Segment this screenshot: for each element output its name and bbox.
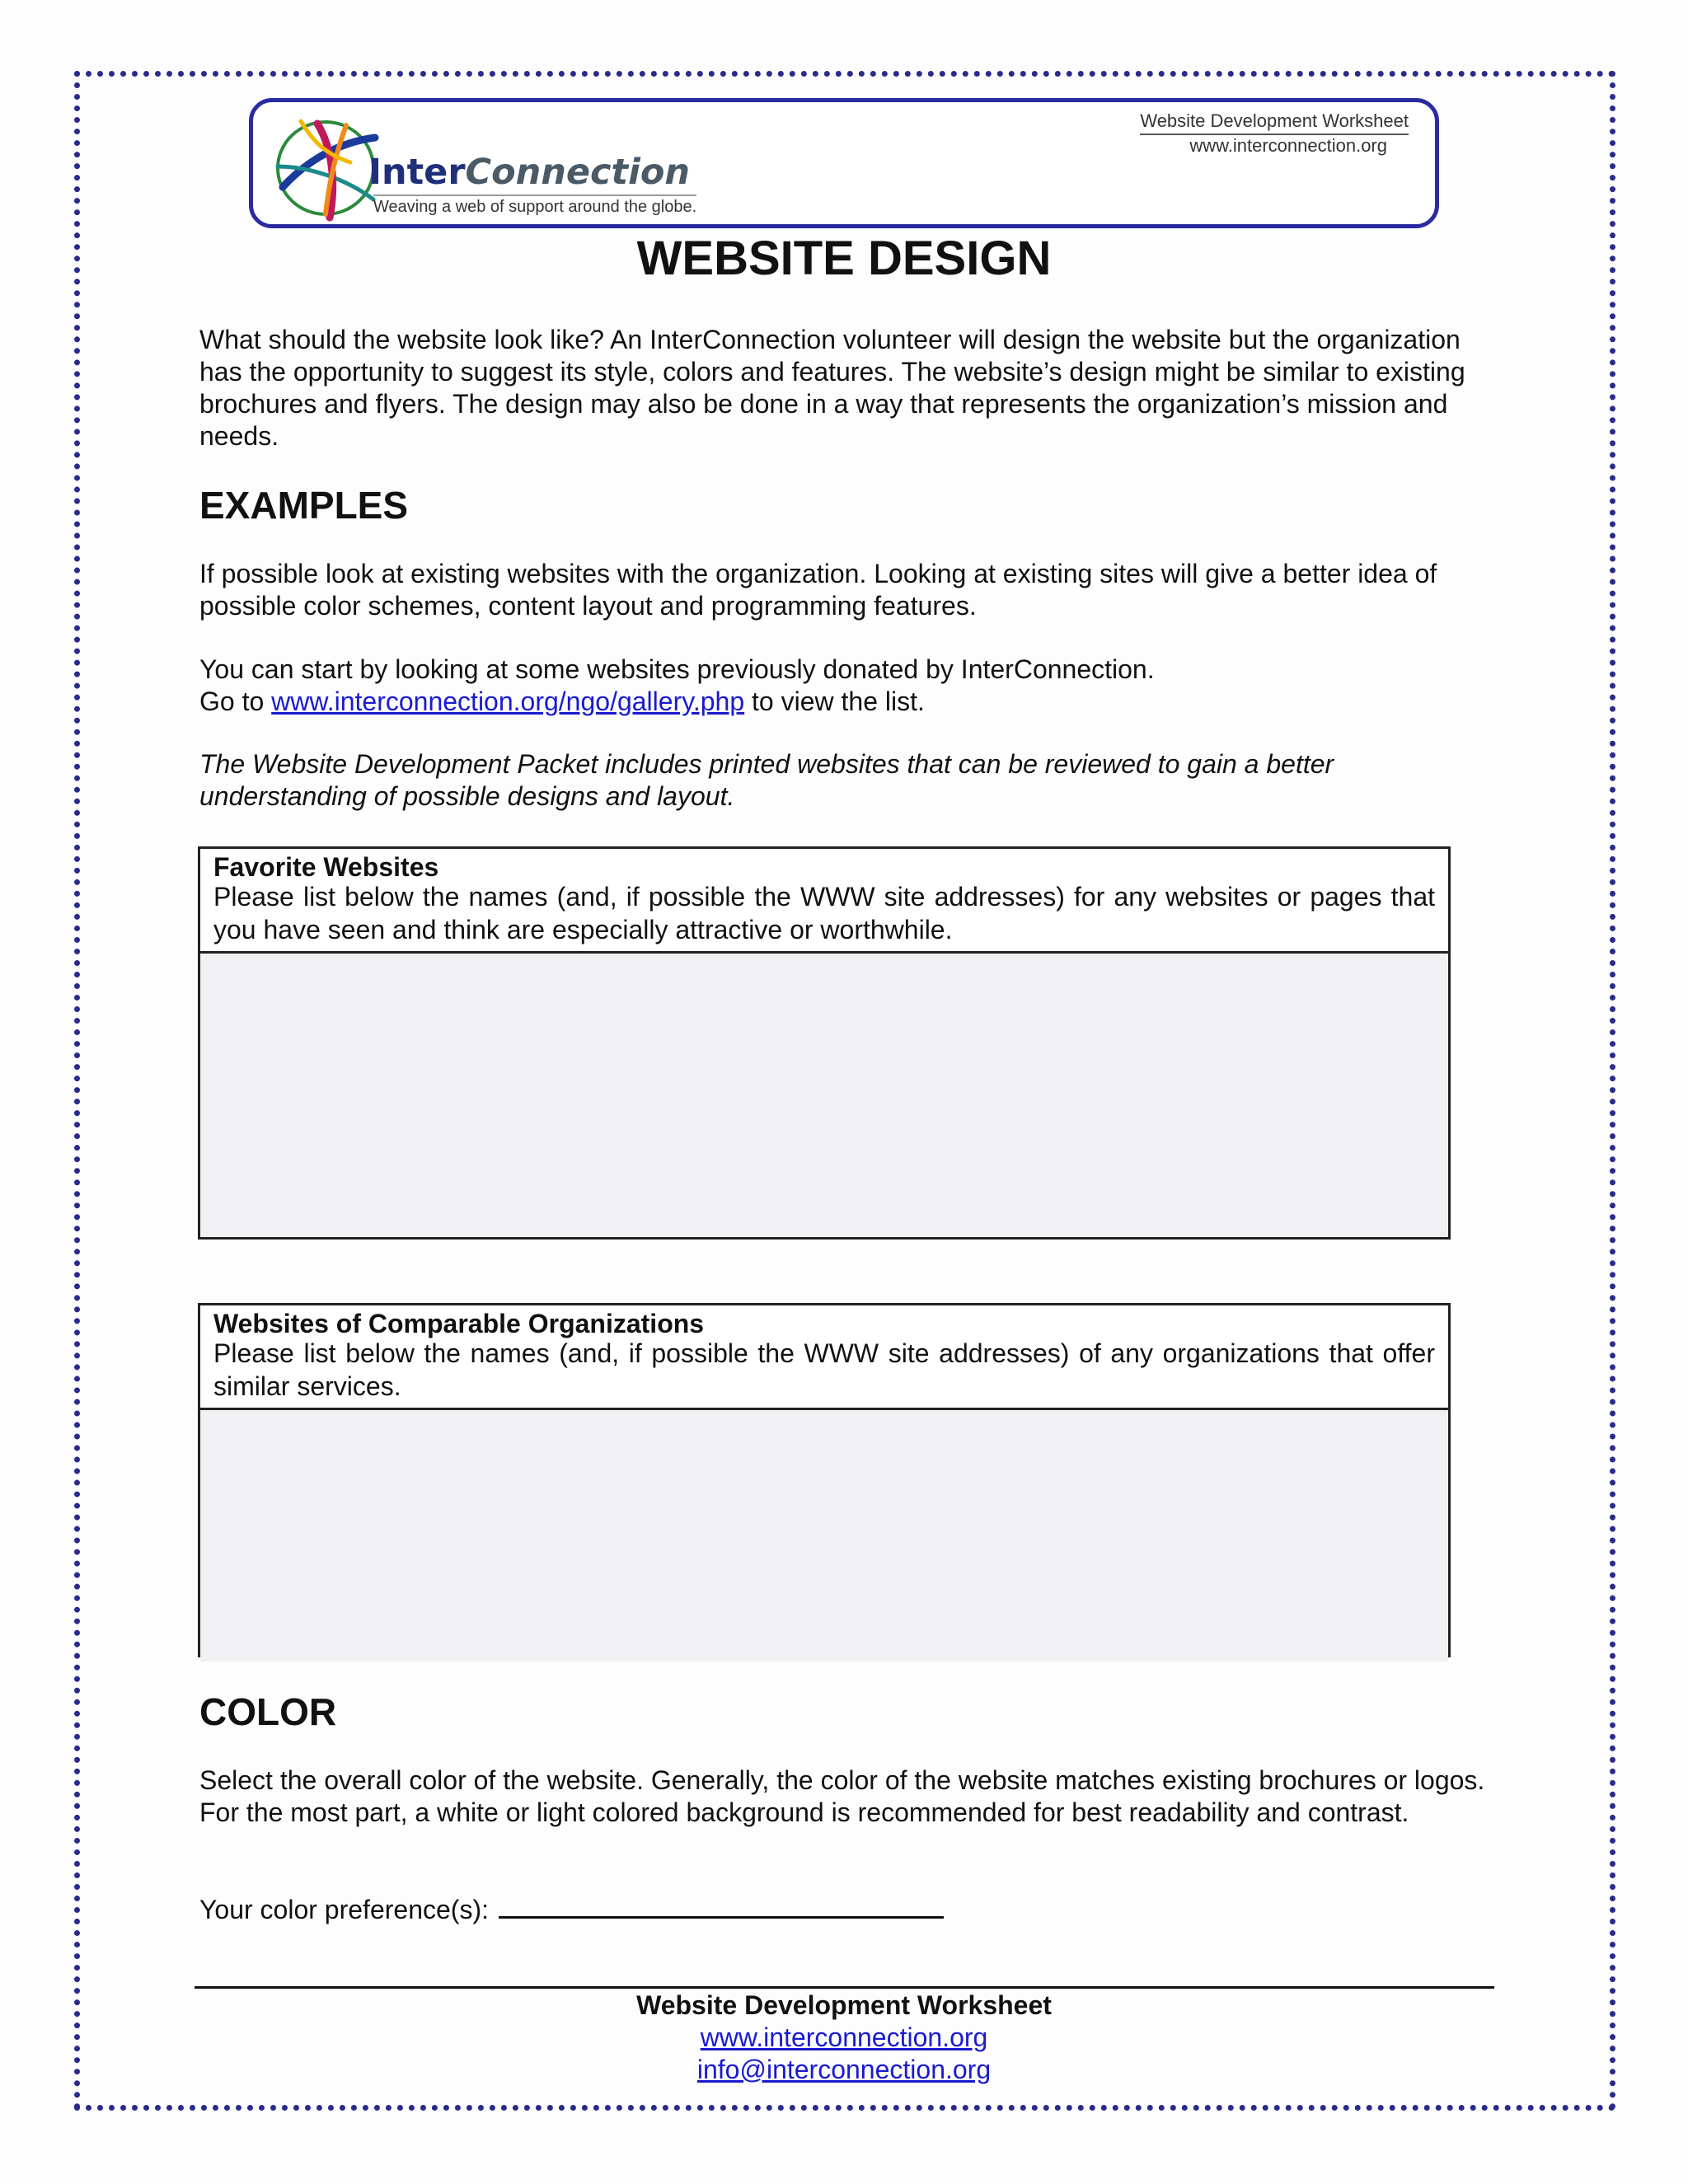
examples-heading: EXAMPLES [199, 484, 409, 527]
footer-divider [195, 1986, 1494, 1989]
examples-text-2-line1: You can start by looking at some websites previously donated by InterConnection. [199, 654, 1155, 684]
intro-paragraph [199, 324, 1485, 452]
go-to-text: Go to [199, 687, 265, 716]
examples-paragraph-2 [199, 654, 1485, 718]
comparable-orgs-input-area[interactable] [200, 1410, 1448, 1661]
color-paragraph [199, 1765, 1485, 1829]
logo-inter: Inter [368, 152, 466, 193]
color-preference-label: Your color preference(s): [199, 1895, 489, 1924]
favorite-websites-title: Favorite Websites [213, 852, 439, 882]
color-heading: COLOR [199, 1690, 337, 1733]
logo-tagline: Weaving a web of support around the globe. [373, 194, 696, 217]
comparable-orgs-box [198, 1303, 1451, 1657]
color-preference-field[interactable] [499, 1891, 944, 1919]
letterhead [249, 98, 1439, 228]
view-list-text: to view the list. [752, 687, 925, 716]
header-doc-title: Website Development Worksheet [1140, 110, 1409, 135]
examples-note [199, 748, 1485, 813]
footer [0, 1990, 1688, 2086]
examples-italic-note: The Website Development Packet includes printed websites that can be reviewed to gain a better understanding of possible designs and layout. [199, 749, 1334, 811]
examples-text-1: If possible look at existing websites with the organization. Looking at existing sites will give a better idea of possible color schemes, content layout and programming features. [199, 559, 1437, 621]
favorite-websites-input-area[interactable] [200, 954, 1448, 1237]
favorite-websites-desc: Please list below the names (and, if possible the WWW site addresses) for any websites or pages that you have seen and think are especially attractive or worthwhile. [213, 882, 1435, 944]
intro-text: What should the website look like? An InterConnection volunteer will design the website but the organization has the opportunity to suggest its style, colors and features. The website’s design might be similar to existing brochures and flyers. The design may also be done in a way that represents the organization’s mission and needs. [199, 325, 1465, 451]
comparable-orgs-desc: Please list below the names (and, if possible the WWW site addresses) of any organizations that offer similar services. [213, 1338, 1435, 1401]
logo-wordmark [368, 152, 690, 193]
footer-title: Website Development Worksheet [636, 1990, 1052, 2020]
color-text: Select the overall color of the website. Generally, the color of the website matches existing brochures or logos. For the most part, a white or light colored background is recommended for best readability and contrast. [199, 1765, 1485, 1827]
footer-url-link[interactable]: www.interconnection.org [700, 2022, 988, 2052]
gallery-link[interactable]: www.interconnection.org/ngo/gallery.php [271, 687, 745, 716]
logo-connection: Connection [465, 152, 690, 193]
footer-email-link[interactable]: info@interconnection.org [696, 2055, 992, 2084]
header-doc-info [1140, 110, 1409, 157]
page-title: WEBSITE DESIGN [636, 232, 1052, 285]
color-preference-row [199, 1891, 1485, 1926]
comparable-orgs-header [200, 1305, 1448, 1410]
comparable-orgs-title: Websites of Comparable Organizations [213, 1309, 705, 1338]
favorite-websites-header [200, 849, 1448, 954]
examples-text-2-line2 [199, 686, 1485, 718]
favorite-websites-box [198, 846, 1451, 1240]
examples-paragraph-1 [199, 558, 1485, 622]
globe-logo-icon [268, 109, 383, 224]
header-doc-url: www.interconnection.org [1189, 135, 1387, 156]
